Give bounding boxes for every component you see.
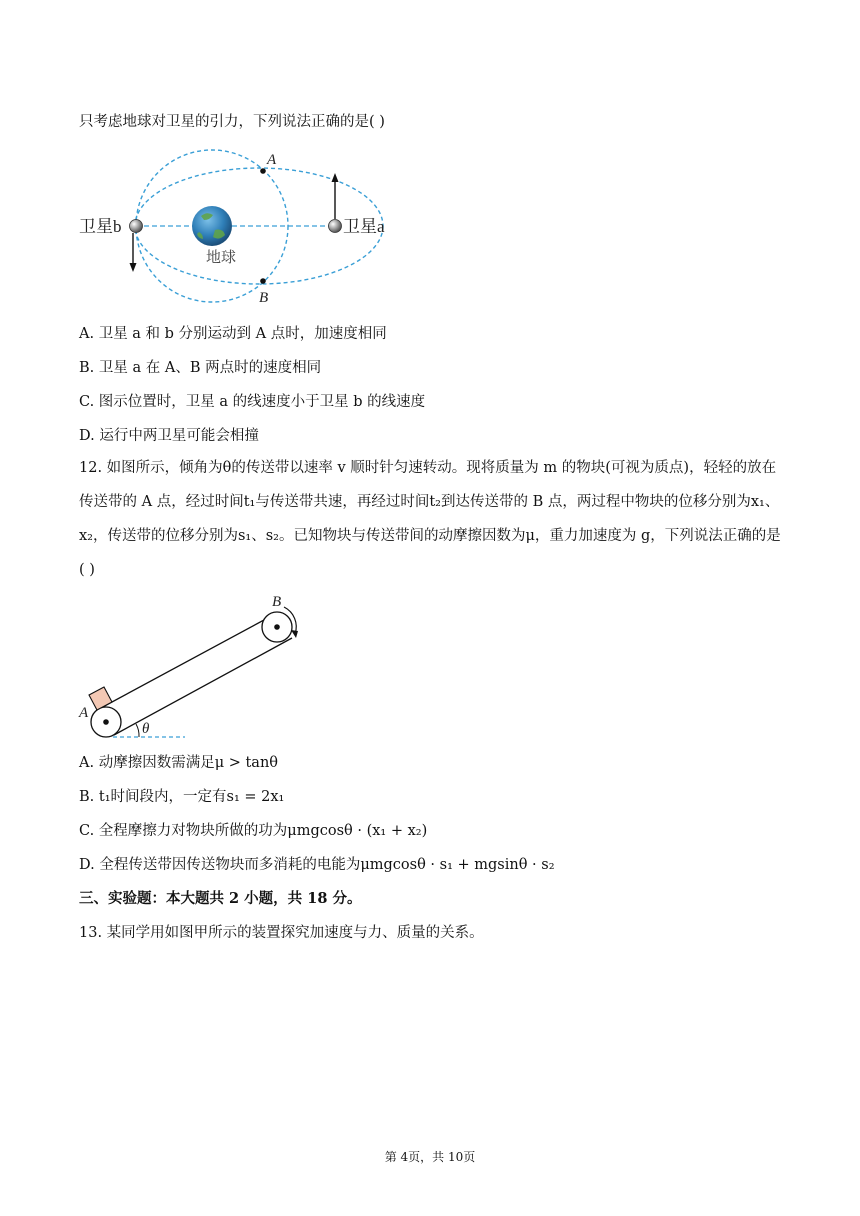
satellite-a-label: 卫星a [343, 217, 385, 236]
point-A-label: A [267, 152, 277, 168]
conveyor-belt-figure [75, 590, 315, 740]
satellite-orbit-figure [75, 140, 405, 310]
point-A-label: A [79, 705, 89, 721]
satellite-a-icon [329, 220, 342, 233]
q11-option-c: C. 图示位置时，卫星 a 的线速度小于卫星 b 的线速度 [79, 394, 426, 410]
q12-option-b: B. t₁时间段内，一定有s₁ = 2x₁ [79, 789, 285, 805]
q12-option-c: C. 全程摩擦力对物块所做的功为μmgcosθ · (x₁ + x₂) [79, 823, 428, 839]
q12-stem: 12. 如图所示，倾角为θ的传送带以速率 v 顺时针匀速转动。现将质量为 m 的物块(可视为质点)，轻轻的放在传送带的 A 点，经过时间t₁与传送带共速，再经过时间t₂到达传送带的 B 点，两过程中物块的位移分别为x₁、x₂，传送带的位移分别为s₁、s₂。已知物块与传送带间的动摩擦因数为μ，重力加速度为 g，下列说法正确的是( ) [79, 460, 781, 578]
q11-option-b: B. 卫星 a 在 A、B 两点时的速度相同 [79, 360, 322, 376]
point-B-label: B [259, 290, 269, 306]
point-B [260, 278, 266, 284]
page-footer: 第 4页，共 10页 [384, 1150, 476, 1164]
q11-option-d: D. 运行中两卫星可能会相撞 [79, 428, 259, 444]
section-3-heading: 三、实验题：本大题共 2 小题，共 18 分。 [79, 890, 362, 907]
earth-icon [192, 206, 232, 246]
theta-label: θ [142, 721, 150, 737]
point-A [260, 168, 266, 174]
satellite-b-label: 卫星b [79, 217, 122, 236]
earth-label: 地球 [206, 250, 237, 266]
satellite-a-velocity-arrow [332, 173, 339, 182]
q11-stem: 只考虑地球对卫星的引力，下列说法正确的是( ) [79, 114, 385, 130]
satellite-b-velocity-arrow [130, 263, 137, 272]
point-B-label: B [272, 594, 282, 610]
satellite-b-icon [130, 220, 143, 233]
q12-option-a: A. 动摩擦因数需满足μ > tanθ [79, 755, 279, 771]
q11-option-a: A. 卫星 a 和 b 分别运动到 A 点时，加速度相同 [79, 326, 387, 342]
q12-option-d: D. 全程传送带因传送物块而多消耗的电能为μmgcosθ · s₁ + mgsinθ · s₂ [79, 857, 555, 873]
q13-stem: 13. 某同学用如图甲所示的装置探究加速度与力、质量的关系。 [79, 925, 484, 941]
rotation-arrow-icon [291, 630, 298, 638]
